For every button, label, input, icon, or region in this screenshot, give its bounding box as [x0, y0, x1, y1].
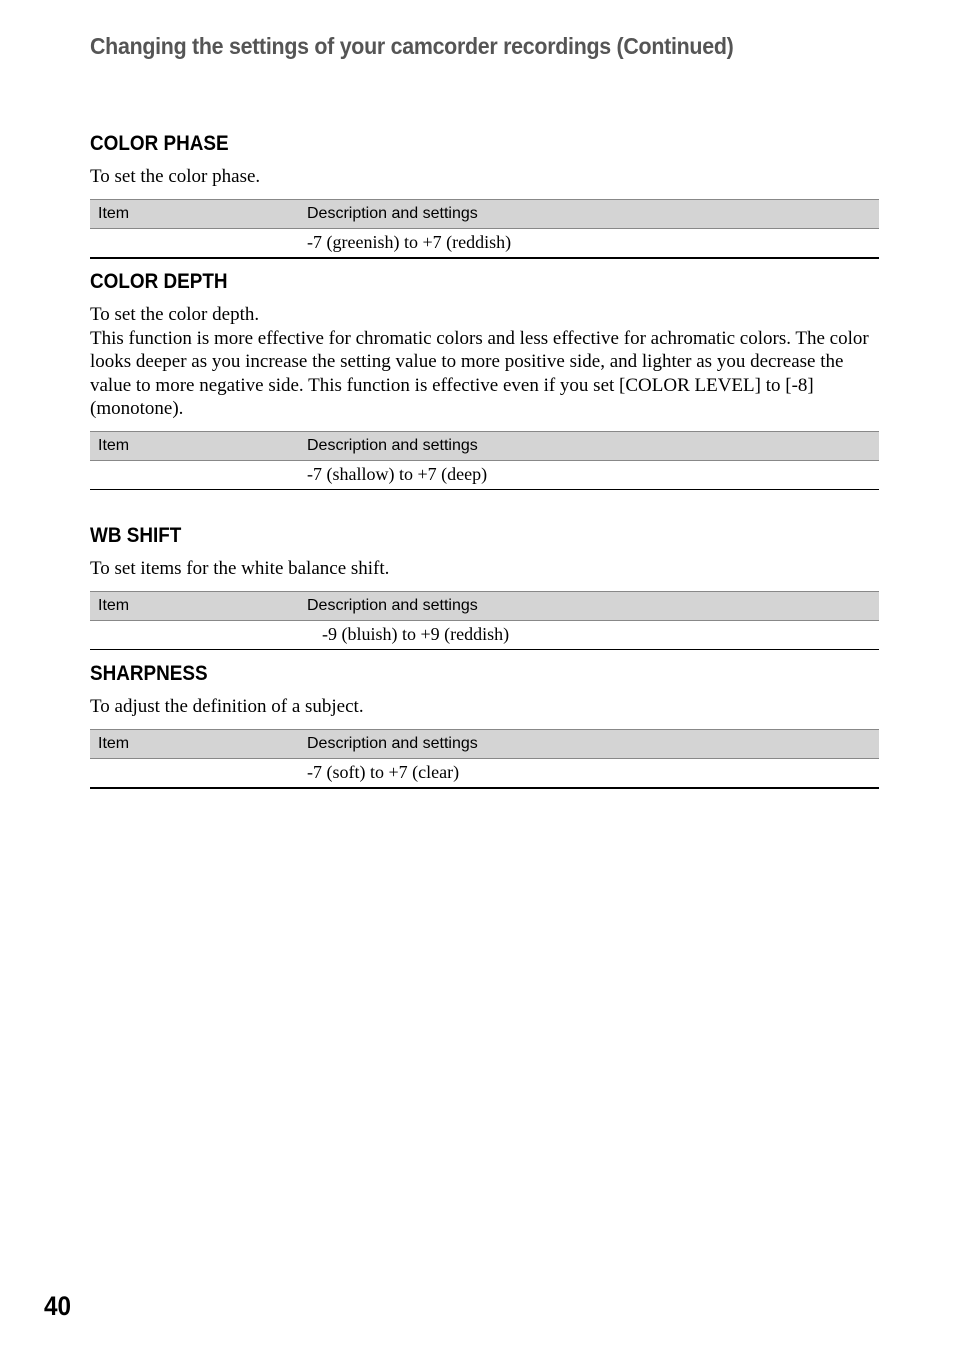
description-paragraph: To adjust the definition of a subject. [90, 696, 364, 717]
settings-table [90, 199, 879, 259]
header-item: Item [90, 729, 299, 758]
description-paragraph: To set items for the white balance shift. [90, 558, 390, 579]
table-row [90, 228, 879, 258]
section-color-phase [90, 131, 879, 259]
cell-item [90, 460, 299, 489]
table-header-row [90, 199, 879, 228]
section-title: SHARPNESS [90, 662, 208, 685]
table-header-row [90, 729, 879, 758]
description-paragraph: To set the color depth. [90, 304, 260, 325]
section-title: COLOR PHASE [90, 132, 229, 155]
section-description [90, 165, 879, 189]
page-number: 40 [44, 1291, 72, 1321]
table-row [90, 758, 879, 788]
section-description [90, 557, 879, 581]
header-item: Item [90, 431, 299, 460]
section-sharpness [90, 661, 879, 789]
settings-table [90, 431, 879, 490]
table-row [90, 620, 879, 649]
section-description [90, 303, 879, 421]
cell-description: -7 (shallow) to +7 (deep) [299, 460, 879, 489]
cell-description: -9 (bluish) to +9 (reddish) [299, 620, 879, 649]
cell-description: -7 (soft) to +7 (clear) [299, 758, 879, 788]
section-title: COLOR DEPTH [90, 270, 228, 293]
cell-description: -7 (greenish) to +7 (reddish) [299, 228, 879, 258]
header-description: Description and settings [299, 729, 879, 758]
section-description [90, 695, 879, 719]
section-title: WB SHIFT [90, 524, 182, 547]
description-paragraph: To set the color phase. [90, 166, 261, 187]
settings-table [90, 591, 879, 650]
header-item: Item [90, 591, 299, 620]
header-description: Description and settings [299, 591, 879, 620]
header-description: Description and settings [299, 431, 879, 460]
table-header-row [90, 591, 879, 620]
page-header-title: Changing the settings of your camcorder recordings (Continued) [90, 33, 734, 59]
section-wb-shift [90, 523, 879, 650]
table-row [90, 460, 879, 489]
cell-item [90, 620, 299, 649]
cell-item [90, 758, 299, 788]
cell-item [90, 228, 299, 258]
section-color-depth [90, 269, 879, 490]
settings-table [90, 729, 879, 789]
header-description: Description and settings [299, 199, 879, 228]
table-header-row [90, 431, 879, 460]
description-paragraph: This function is more effective for chromatic colors and less effective for achromatic colors. The color looks deeper as you increase the setting value to more positive side, and lighter as you decrease the value to more negative side. This function is effective even if you set [COLOR LEVEL] to [-8] (monotone). [90, 327, 869, 420]
header-item: Item [90, 199, 299, 228]
